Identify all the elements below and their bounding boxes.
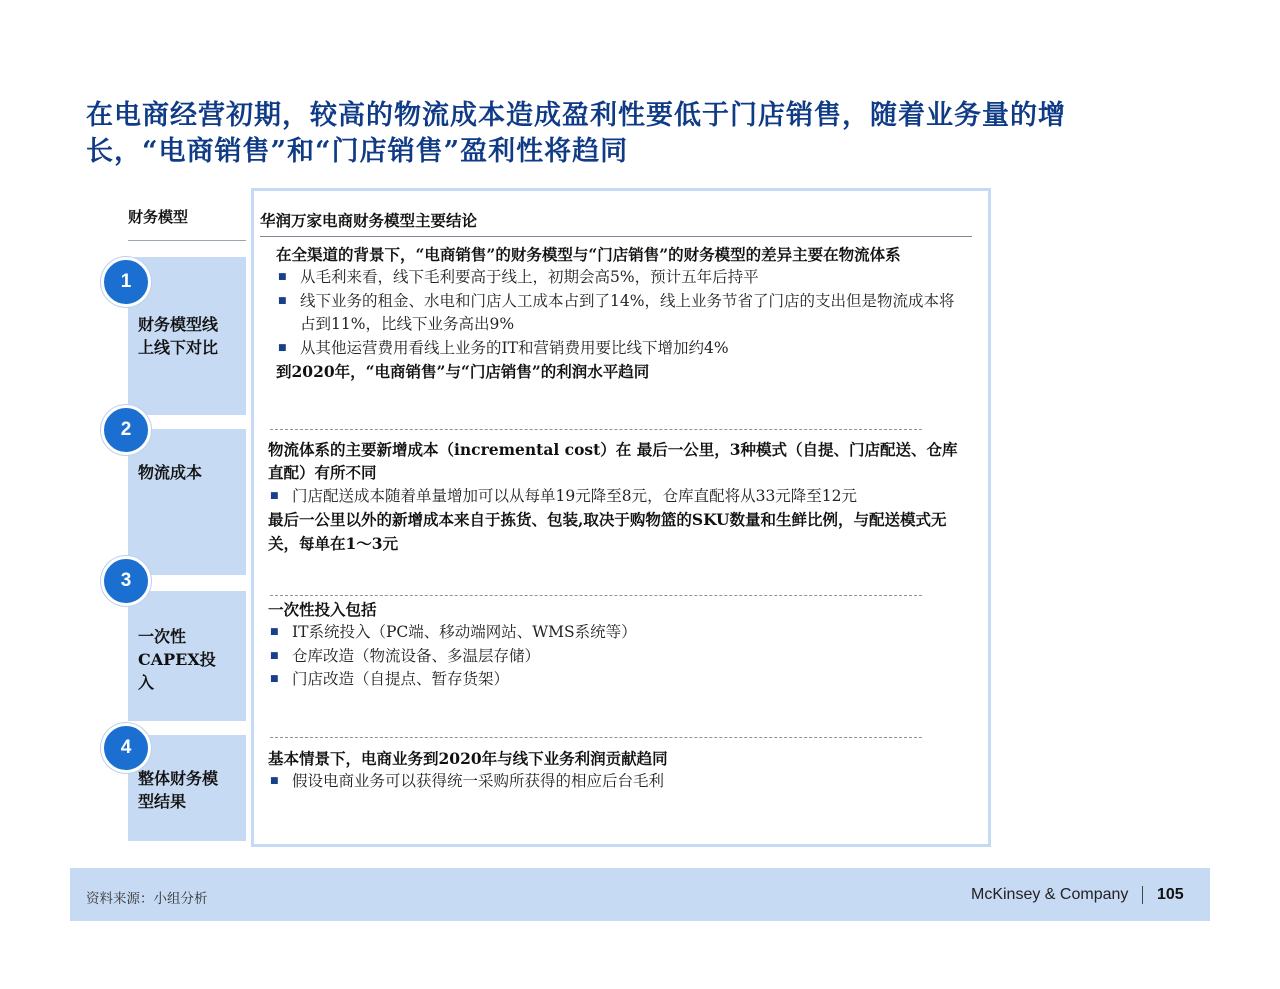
step-number-4: 4 <box>101 723 151 773</box>
section-overall-result <box>268 747 968 794</box>
section-logistics-cost <box>268 438 968 555</box>
divider-3 <box>270 737 922 738</box>
divider-2 <box>270 595 922 596</box>
section-1-conclusion: 到2020年，“电商销售”与“门店销售”的利润水平趋同 <box>276 362 650 382</box>
footer-bar <box>70 868 1210 921</box>
panel-title: 华润万家电商财务模型主要结论 <box>260 211 478 230</box>
page-number: 105 <box>1157 886 1184 903</box>
section-3-bullet-1: ■ IT系统投入（PC端、移动端网站、WMS系统等） <box>268 621 968 644</box>
footer-separator <box>1142 886 1143 904</box>
footer-brand: McKinsey & Company <box>971 886 1129 903</box>
section-3-bullet-3: ■ 门店改造（自提点、暂存货架） <box>268 668 968 691</box>
section-2-heading: 物流体系的主要新增成本（incremental cost）在 最后一公里，3种模式（自提、门店配送、仓库直配）有所不同 <box>268 440 958 483</box>
step-label-3: 一次性 CAPEX投 入 <box>138 627 216 692</box>
section-2-conclusion: 最后一公里以外的新增成本来自于拣货、包装,取决于购物篮的SKU数量和生鲜比例，与配送模式无关，每单在1～3元 <box>268 510 947 553</box>
step-label-2: 物流成本 <box>138 463 203 482</box>
left-column-header-text: 财务模型 <box>128 208 189 226</box>
step-box-3 <box>128 591 246 721</box>
section-3-bullet-2: ■ 仓库改造（物流设备、多温层存储） <box>268 645 968 668</box>
section-1-bullet-3: ■ 从其他运营费用看线上业务的IT和营销费用要比线下增加约4% <box>276 337 966 360</box>
section-3-heading: 一次性投入包括 <box>268 600 377 619</box>
section-2-bullet-1: ■ 门店配送成本随着单量增加可以从每单19元降至8元，仓库直配将从33元降至12元 <box>268 485 968 508</box>
section-capex <box>268 598 968 692</box>
slide-title <box>86 98 1196 170</box>
section-financial-comparison <box>276 243 966 383</box>
step-number-2: 2 <box>101 405 151 455</box>
panel-title-rule <box>260 236 972 237</box>
slide-title-line-1: 在电商经营初期，较高的物流成本造成盈利性要低于门店销售，随着业务量的增 <box>86 100 1066 131</box>
step-box-2 <box>128 429 246 575</box>
footer-source: 资料来源：小组分析 <box>86 891 208 907</box>
step-number-3: 3 <box>101 556 151 606</box>
step-number-1: 1 <box>101 257 151 307</box>
section-1-heading: 在全渠道的背景下，“电商销售”的财务模型与“门店销售”的财务模型的差异主要在物流体系 <box>276 245 901 264</box>
step-label-4: 整体财务模 型结果 <box>138 769 219 811</box>
slide-title-line-2: 长，“电商销售”和“门店销售”盈利性将趋同 <box>86 136 629 167</box>
section-1-bullet-2: ■ 线下业务的租金、水电和门店人工成本占到了14%，线上业务节省了门店的支出但是物流成本将占到11%，比线下业务高出9% <box>276 290 966 337</box>
left-column-header <box>128 204 246 241</box>
step-label-1: 财务模型线 上线下对比 <box>138 315 219 357</box>
section-1-bullet-1: ■ 从毛利来看，线下毛利要高于线上，初期会高5%，预计五年后持平 <box>276 266 966 289</box>
section-4-heading: 基本情景下，电商业务到2020年与线下业务利润贡献趋同 <box>268 749 668 768</box>
divider-1 <box>270 429 922 430</box>
conclusions-panel <box>251 188 991 847</box>
section-4-bullet-1: ■ 假设电商业务可以获得统一采购所获得的相应后台毛利 <box>268 770 968 793</box>
